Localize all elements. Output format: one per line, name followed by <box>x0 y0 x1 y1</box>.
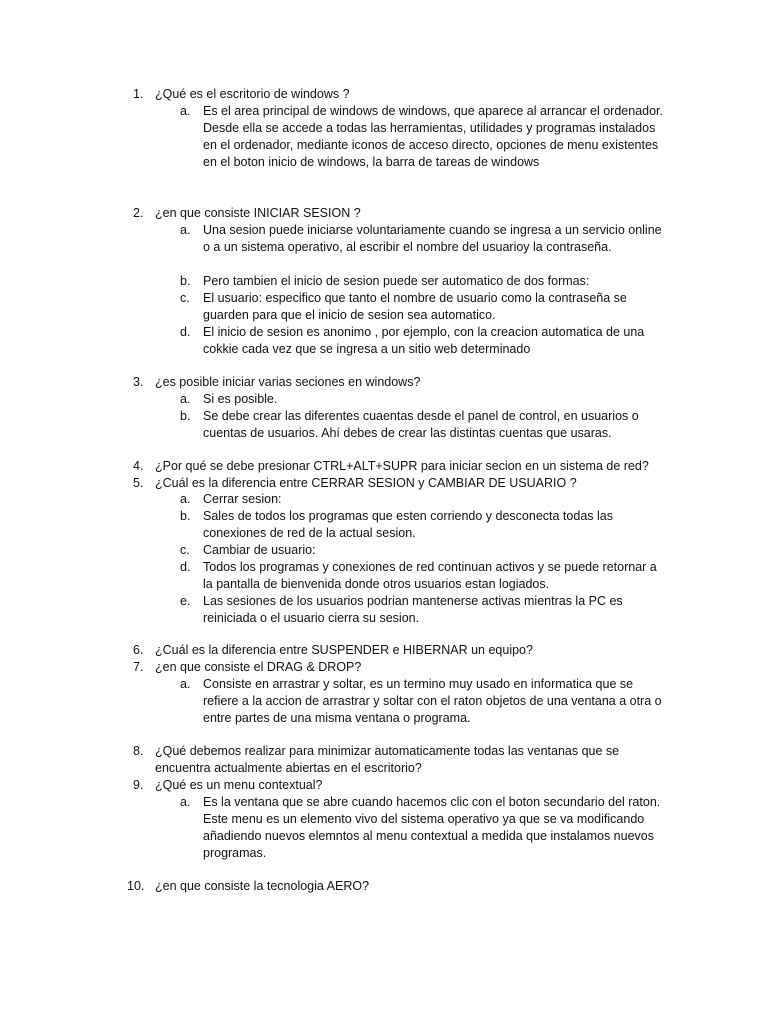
answer-letter: c. <box>180 291 190 305</box>
question-text: ¿Cuál es la diferencia entre CERRAR SESION y CAMBIAR DE USUARIO ? <box>155 476 577 490</box>
answer-letter: d. <box>180 325 191 339</box>
answer-letter: a. <box>180 392 191 406</box>
answer-text: Consiste en arrastrar y soltar, es un termino muy usado en informatica que se refiere a la accion de arrastrar y soltar con el raton objetos de una ventana a otra o entre partes de una misma ventana o programa. <box>203 677 662 725</box>
question-text: ¿es posible iniciar varias seciones en windows? <box>155 375 421 389</box>
answer-text: Una sesion puede iniciarse voluntariamente cuando se ingresa a un servicio online o a un sistema operativo, al escribir el nombre del usuarioy la contraseña. <box>203 223 662 254</box>
answer-letter: a. <box>180 492 191 506</box>
question-number: 4. <box>133 459 144 473</box>
answer-text: Todos los programas y conexiones de red continuan activos y se puede retornar a la pantalla de bienvenida donde otros usuarios estan logiados. <box>203 560 657 591</box>
question-text: ¿en que consiste el DRAG & DROP? <box>155 660 362 674</box>
answer-text: Cerrar sesion: <box>203 492 282 506</box>
question-number: 6. <box>133 643 144 657</box>
question-number: 10. <box>127 879 145 893</box>
answer-letter: a. <box>180 223 191 237</box>
answer-letter: b. <box>180 274 191 288</box>
question-text: ¿Por qué se debe presionar CTRL+ALT+SUPR para iniciar secion en un sistema de red? <box>155 459 649 473</box>
answer-text: Sales de todos los programas que esten corriendo y desconecta todas las conexiones de red de la actual sesion. <box>203 509 613 540</box>
answer-text: Cambiar de usuario: <box>203 543 316 557</box>
answer-text: El inicio de sesion es anonimo , por ejemplo, con la creacion automatica de una cokkie cada vez que se ingresa a un sitio web determinado <box>203 325 645 356</box>
answer-letter: b. <box>180 509 191 523</box>
answer-letter: b. <box>180 409 191 423</box>
question-text: ¿en que consiste INICIAR SESION ? <box>155 206 361 220</box>
question-text: ¿Qué es un menu contextual? <box>155 778 323 792</box>
question-number: 3. <box>133 375 144 389</box>
question-text: ¿en que consiste la tecnologia AERO? <box>155 879 370 893</box>
answer-letter: c. <box>180 543 190 557</box>
answer-letter: a. <box>180 104 191 118</box>
question-number: 8. <box>133 744 144 758</box>
answer-text: Si es posible. <box>203 392 278 406</box>
answer-letter: a. <box>180 795 191 809</box>
question-number: 2. <box>133 206 144 220</box>
answer-text: Pero tambien el inicio de sesion puede ser automatico de dos formas: <box>203 274 590 288</box>
question-text: ¿Qué es el escritorio de windows ? <box>155 87 350 101</box>
question-number: 5. <box>133 476 144 490</box>
answer-letter: a. <box>180 677 191 691</box>
question-text: ¿Qué debemos realizar para minimizar automaticamente todas las ventanas que se encuentra actualmente abiertas en el escritorio? <box>155 744 620 775</box>
answer-text: Es la ventana que se abre cuando hacemos clic con el boton secundario del raton. Este menu es un elemento vivo del sistema operativo ya que se va modificando añadiendo nuevos elemntos al menu contextual a medida que instalamos nuevos programas. <box>203 795 661 860</box>
answer-text: Es el area principal de windows de windows, que aparece al arrancar el ordenador. Desde ella se accede a todas las herramientas, utilidades y programas instalados en el ordenador, mediante iconos de acceso directo, opciones de menu existentes en el boton inicio de windows, la barra de tareas de windows <box>203 104 663 169</box>
question-number: 1. <box>133 87 144 101</box>
question-number: 9. <box>133 778 144 792</box>
question-number: 7. <box>133 660 144 674</box>
question-text: ¿Cuál es la diferencia entre SUSPENDER e HIBERNAR un equipo? <box>155 643 533 657</box>
answer-text: El usuario: especifico que tanto el nombre de usuario como la contraseña se guarden para que el inicio de sesion sea automatico. <box>203 291 627 322</box>
answer-text: Las sesiones de los usuarios podrian mantenerse activas mientras la PC es reiniciada o el usuario cierra su sesion. <box>203 594 623 625</box>
answer-text: Se debe crear las diferentes cuaentas desde el panel de control, en usuarios o cuentas de usuarios. Ahí debes de crear las distintas cuentas que usaras. <box>203 409 639 440</box>
answer-letter: d. <box>180 560 191 574</box>
answer-letter: e. <box>180 594 191 608</box>
